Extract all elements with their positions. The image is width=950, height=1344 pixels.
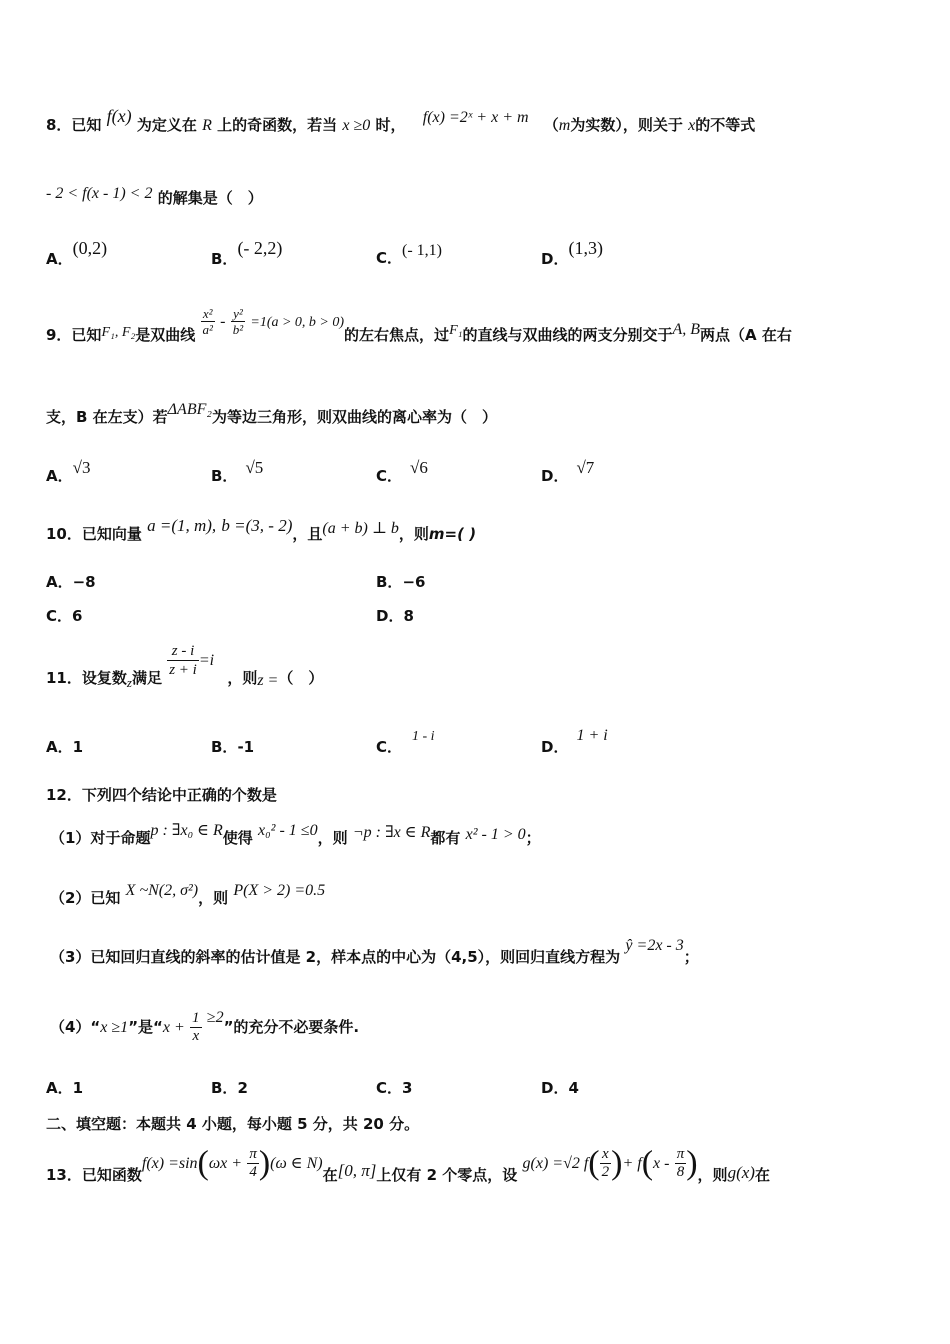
q13-paren-close-3: ) — [686, 1144, 698, 1182]
q9-text-c: 的左右焦点，过 — [344, 326, 450, 344]
q8-option-a-label: A． — [46, 250, 73, 268]
q10-vector-a: a =(1, m), — [147, 516, 217, 535]
q13-paren-open-2: ( — [588, 1144, 600, 1182]
q9-option-a-value: √3 — [72, 458, 91, 477]
q10-option-a-value: −8 — [72, 573, 96, 591]
q12-option-b[interactable] — [211, 1078, 248, 1098]
q13-x2-top: x — [600, 1146, 612, 1164]
q12-s1-ineq: x₀² - 1 ≤0 — [258, 822, 318, 839]
q12-option-a-label: A． — [46, 1079, 73, 1097]
q11-option-d[interactable] — [541, 727, 608, 758]
q13-pi4-bot: 4 — [249, 1164, 257, 1180]
q13-fx: f(x) =sin — [141, 1155, 198, 1172]
q10-vector-b: b =(3, - 2) — [221, 516, 293, 535]
q12-option-b-label: B． — [211, 1079, 238, 1097]
q12-s4-post: ≥2 — [206, 1009, 224, 1026]
q13-line — [46, 1144, 770, 1184]
q9-frac-x-top: x² — [201, 306, 215, 322]
q12-s4-a: （4）“ — [50, 1018, 101, 1036]
q10-option-d-value: 8 — [403, 607, 414, 625]
q12-s2-dist: X ~N(2, σ²) — [125, 882, 199, 899]
q12-option-d-label: D． — [541, 1079, 569, 1097]
q12-s4-frac-bot: x — [192, 1028, 200, 1044]
q13-paren-open: ( — [197, 1144, 209, 1182]
q9-option-c[interactable] — [376, 458, 428, 486]
q9-option-d-value: √7 — [576, 458, 595, 477]
q13-pi4-top: π — [249, 1146, 257, 1162]
q9-line2 — [46, 401, 497, 428]
q12-option-b-value: 2 — [237, 1079, 248, 1097]
q8-option-c-label: C． — [376, 249, 403, 267]
q10-option-a[interactable] — [46, 572, 96, 592]
q8-line2 — [46, 185, 263, 209]
q12-title: 12．下列四个结论中正确的个数是 — [46, 786, 277, 804]
q9-option-a[interactable] — [46, 458, 91, 486]
q12-option-c[interactable] — [376, 1078, 412, 1098]
q13-text-e: 在 — [754, 1166, 770, 1184]
q12-s1-e: ； — [525, 829, 541, 847]
q9-label: 9．已知 — [46, 326, 102, 344]
q8-option-d-label: D． — [541, 250, 569, 268]
q10-text-c: ，则 — [398, 525, 429, 543]
q11-text-b: 满足 — [131, 669, 162, 687]
q12-s4-pre: x + — [162, 1019, 185, 1036]
q9-ab: A, B — [672, 321, 701, 338]
q11-frac-top: z - i — [167, 642, 199, 661]
q12-s4-frac-top: 1 — [192, 1010, 200, 1026]
q11-eq: =i — [198, 652, 215, 669]
q13-cond: (ω ∈ N) — [270, 1155, 323, 1172]
q11-option-a-value: 1 — [72, 738, 84, 756]
q11-z: z — [126, 675, 132, 690]
q8-text-f: 为实数），则关于 — [570, 116, 683, 134]
q12-option-a[interactable] — [46, 1078, 83, 1098]
q9-frac-y-top: y² — [231, 306, 245, 322]
q10-text-b: ，且 — [292, 525, 323, 543]
q9-foci: F₁, F₂ — [101, 325, 136, 340]
q8-expr: f(x) =2ˣ + x + m — [422, 109, 529, 126]
q10-option-d-label: D． — [376, 607, 404, 625]
q9-line2-b: 为等边三角形，则双曲线的离心率为（ ） — [211, 408, 497, 426]
q11-text-c: ，则 — [227, 669, 258, 687]
q9-option-c-value: √6 — [410, 458, 428, 477]
section-header-fill-in: 二、填空题：本题共 4 小题，每小题 5 分，共 20 分。 — [46, 1115, 420, 1133]
q12-s2-p: P(X > 2) =0.5 — [233, 882, 326, 899]
q10-option-b-value: −6 — [402, 573, 426, 591]
q8-text-c: 上的奇函数，若当 — [217, 116, 338, 134]
q8-cond: x ≥0 — [342, 117, 371, 134]
q8-text-g: 的不等式 — [695, 116, 756, 134]
q9-eq: =1(a > 0, b > 0) — [250, 315, 345, 330]
q13-interval: [0, π] — [337, 1161, 377, 1180]
q11-option-a-label: A． — [46, 738, 73, 756]
q12-s4-x: x ≥1 — [100, 1019, 129, 1036]
q12-s1-ineq2: x² - 1 > 0 — [465, 826, 526, 843]
q12-s4-c: ”的充分不必要条件. — [223, 1018, 360, 1036]
q9-option-d-label: D． — [541, 467, 569, 485]
q10-option-a-label: A． — [46, 573, 73, 591]
q12-s1-c: ，则 — [317, 829, 348, 847]
q9-f1: F₁ — [449, 323, 463, 338]
q11-option-d-label: D． — [541, 738, 569, 756]
q13-label: 13．已知函数 — [46, 1166, 142, 1184]
q11-label: 11．设复数 — [46, 669, 127, 687]
q10-option-b-label: B． — [376, 573, 403, 591]
q13-pi8-top: π — [676, 1146, 685, 1162]
q13-x2-bot: 2 — [601, 1164, 610, 1180]
q13-paren-close: ) — [258, 1144, 271, 1182]
q9-option-b-value: √5 — [245, 458, 264, 477]
q11-tail: （ ） — [278, 669, 324, 687]
q8-option-b[interactable] — [211, 238, 283, 269]
q12-option-c-label: C． — [376, 1079, 403, 1097]
q8-m: m — [558, 117, 571, 134]
q12-s4-b: ”是“ — [128, 1018, 163, 1036]
q12-statement-3 — [50, 937, 699, 968]
q8-R: R — [202, 117, 212, 134]
q12-s4-fraction — [190, 1010, 202, 1045]
q9-frac-x — [201, 306, 215, 337]
q8-option-a[interactable] — [46, 238, 108, 269]
q9-text-d: 的直线与双曲线的两支分别交于 — [462, 326, 673, 344]
q13-frac-pi8 — [675, 1146, 687, 1181]
q13-frac-x2 — [600, 1146, 612, 1181]
q8-option-b-label: B． — [211, 250, 238, 268]
q13-paren-open-3: ( — [641, 1144, 654, 1182]
q11-z-eq: z = — [257, 672, 279, 689]
q8-option-b-value: (- 2,2) — [237, 238, 283, 258]
q13-inner2: x - — [653, 1155, 670, 1172]
q12-statement-4 — [50, 1010, 359, 1045]
q10-option-d[interactable] — [376, 606, 414, 626]
q9-option-b-label: B． — [211, 467, 238, 485]
q9-line1 — [46, 306, 792, 344]
q13-plus: + f — [622, 1155, 642, 1172]
q11-option-d-value: 1 + i — [576, 727, 608, 744]
q9-text-b: 是双曲线 — [135, 326, 196, 344]
q13-gx2: g(x) — [727, 1163, 755, 1182]
q13-frac-pi4 — [247, 1146, 259, 1181]
q8-ineq: - 2 < f(x - 1) < 2 — [46, 185, 153, 202]
q9-option-c-label: C． — [376, 467, 403, 485]
q12-s3-b: ； — [683, 948, 699, 966]
q13-text-d: ，则 — [697, 1166, 728, 1184]
q8-option-c-value: (- 1,1) — [402, 242, 442, 259]
q11-option-c-value: 1 - i — [412, 729, 435, 744]
q10-m: m=( ) — [428, 525, 477, 543]
q8-text-d: 时， — [375, 116, 406, 134]
q12-s2-a: （2）已知 — [50, 889, 121, 907]
q11-option-c-label: C． — [376, 738, 403, 756]
q10-perp: (a + b) ⊥ b — [322, 520, 399, 537]
q12-s3-a: （3）已知回归直线的斜率的估计值是 2，样本点的中心为（4,5），则回归直线方程为 — [50, 948, 621, 966]
q9-frac-x-bot: a² — [202, 322, 213, 337]
q13-text-c: 上仅有 2 个零点，设 — [376, 1166, 518, 1184]
q13-paren-close-2: ) — [611, 1144, 623, 1182]
q8-text-e: （ — [543, 116, 559, 134]
q9-line2-a: 支，B 在左支）若 — [46, 408, 168, 426]
q13-gx: g(x) =√2 f — [522, 1155, 589, 1172]
q12-option-a-value: 1 — [72, 1079, 84, 1097]
q12-s1-a: （1）对于命题 — [50, 829, 151, 847]
q9-option-d[interactable] — [541, 458, 595, 486]
q11-option-b-value: -1 — [237, 738, 255, 756]
q11-option-b-label: B． — [211, 738, 238, 756]
q10-line — [46, 516, 477, 545]
q8-option-c[interactable] — [376, 242, 442, 269]
q12-s1-p: p : ∃x₀ ∈ R — [150, 822, 223, 839]
q11-frac-bot: z + i — [169, 662, 197, 678]
q9-triangle: ΔABF₂ — [167, 401, 212, 418]
q10-option-c[interactable] — [46, 606, 82, 626]
q10-option-c-value: 6 — [72, 607, 83, 625]
q8-text-b: 为定义在 — [136, 116, 197, 134]
q8-label: 8．已知 — [46, 116, 102, 134]
q9-frac-y-bot: b² — [232, 322, 244, 337]
q9-option-b[interactable] — [211, 458, 264, 486]
q8-option-a-value: (0,2) — [72, 238, 108, 258]
q8-line1 — [46, 106, 756, 136]
q9-frac-y — [231, 306, 245, 337]
q12-statement-2 — [50, 882, 326, 909]
q11-fraction — [167, 642, 199, 679]
q12-s2-b: ，则 — [198, 889, 229, 907]
q8-tail: 的解集是（ ） — [157, 189, 263, 207]
q11-option-b[interactable] — [211, 737, 254, 757]
q12-s3-eq: ŷ =2x - 3 — [625, 937, 684, 954]
q12-option-c-value: 3 — [402, 1079, 413, 1097]
q9-text-e: 两点（A 在右 — [700, 326, 792, 344]
q12-statement-1 — [50, 822, 541, 849]
q12-option-d-value: 4 — [568, 1079, 579, 1097]
q10-label: 10．已知向量 — [46, 525, 142, 543]
q10-option-c-label: C． — [46, 607, 73, 625]
q12-option-d[interactable] — [541, 1078, 579, 1098]
q10-option-b[interactable] — [376, 572, 425, 592]
q11-line — [46, 642, 324, 690]
q12-s1-b: 使得 — [222, 829, 253, 847]
q11-option-a[interactable] — [46, 737, 83, 757]
q11-option-c[interactable] — [376, 729, 435, 759]
q8-option-d-value: (1,3) — [568, 238, 603, 258]
q8-fx: f(x) — [106, 106, 132, 126]
q12-s1-np: ¬p : ∃x ∈ R — [352, 824, 431, 841]
q13-pi8-bot: 8 — [676, 1164, 685, 1180]
q8-option-d[interactable] — [541, 238, 603, 269]
q9-option-a-label: A． — [46, 467, 73, 485]
q8-x: x — [688, 117, 696, 134]
q13-inner: ωx + — [208, 1155, 243, 1172]
q13-text-b: 在 — [322, 1166, 338, 1184]
q9-minus: - — [220, 313, 226, 330]
q12-s1-d: 都有 — [430, 829, 461, 847]
